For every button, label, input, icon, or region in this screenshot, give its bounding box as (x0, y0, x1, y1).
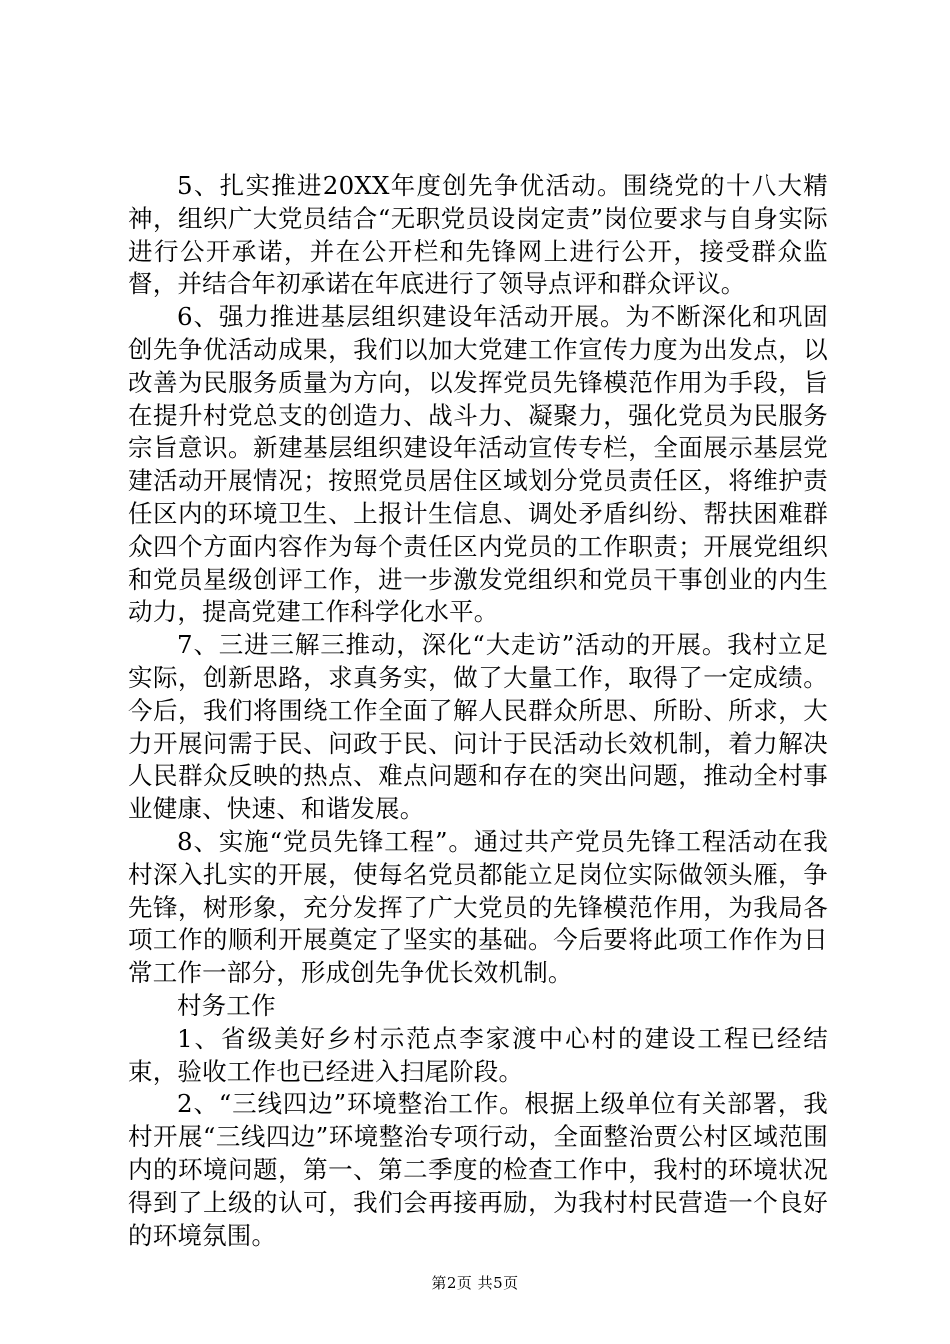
paragraph-item-5: 5、扎实推进20XX年度创先争优活动。围绕党的十八大精神，组织广大党员结合“无职党员设岗定责”岗位要求与自身实际进行公开承诺，并在公开栏和先锋网上进行公开，接受群众监督，并结合年初承诺在年底进行了领导点评和群众评议。 (128, 171, 828, 299)
paragraph-item-7: 7、三进三解三推动，深化“大走访”活动的开展。我村立足实际，创新思路，求真务实，做了大量工作，取得了一定成绩。今后，我们将围绕工作全面了解人民群众所思、所盼、所求，大力开展问需于民、问政于民、问计于民活动长效机制，着力解决人民群众反映的热点、难点问题和存在的突出问题，推动全村事业健康、快速、和谐发展。 (128, 630, 828, 824)
paragraph-item-6: 6、强力推进基层组织建设年活动开展。为不断深化和巩固创先争优活动成果，我们以加大党建工作宣传力度为出发点，以改善为民服务质量为方向，以发挥党员先锋模范作用为手段，旨在提升村党总支的创造力、战斗力、凝聚力，强化党员为民服务宗旨意识。新建基层组织建设年活动宣传专栏，全面展示基层党建活动开展情况；按照党员居住区域划分党员责任区，将维护责任区内的环境卫生、上报计生信息、调处矛盾纠纷、帮扶困难群众四个方面内容作为每个责任区内党员的工作职责；开展党组织和党员星级创评工作，进一步激发党组织和党员干事创业的内生动力，提高党建工作科学化水平。 (128, 302, 828, 627)
section-heading-village-affairs: 村务工作 (177, 990, 276, 1020)
paragraph-village-item-1: 1、省级美好乡村示范点李家渡中心村的建设工程已经结束，验收工作也已经进入扫尾阶段。 (128, 1023, 828, 1086)
document-body (128, 170, 828, 1252)
paragraph-item-8: 8、实施“党员先锋工程”。通过共产党员先锋工程活动在我村深入扎实的开展，使每名党员都能立足岗位实际做领头雁，争先锋，树形象，充分发挥了广大党员的先锋模范作用，为我局各项工作的顺利开展奠定了坚实的基础。今后要将此项工作作为日常工作一部分，形成创先争优长效机制。 (128, 826, 828, 988)
page-number-footer: 第2页 共5页 (431, 1274, 519, 1292)
paragraph-village-item-2: 2、“三线四边”环境整治工作。根据上级单位有关部署，我村开展“三线四边”环境整治专项行动，全面整治贾公村区域范围内的环境问题，第一、第二季度的检查工作中，我村的环境状况得到了上级的认可，我们会再接再励，为我村村民营造一个良好的环境氛围。 (128, 1089, 828, 1250)
